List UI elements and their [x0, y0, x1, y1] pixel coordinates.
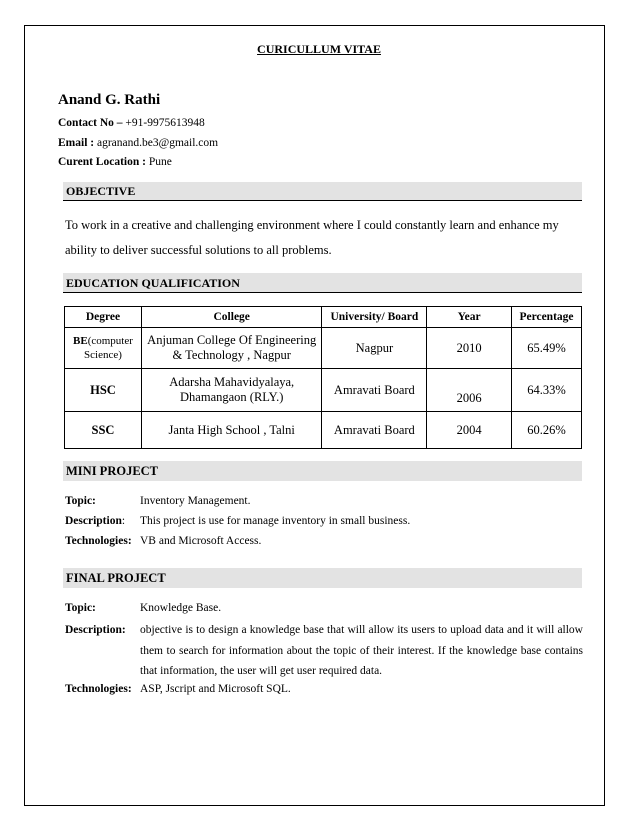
final-topic-label: Topic:: [65, 602, 96, 614]
table-row: [65, 328, 582, 369]
location-label: Curent Location :: [58, 156, 146, 168]
contact-number-label: Contact No –: [58, 117, 123, 129]
table-row: [65, 369, 582, 412]
contact-number-line: [58, 117, 205, 129]
mini-description-label-wrap: [65, 515, 125, 527]
email-line: [58, 137, 218, 149]
header-college: College: [141, 307, 322, 328]
mini-topic-value: Inventory Management.: [140, 495, 251, 507]
final-technologies-value: ASP, Jscript and Microsoft SQL.: [140, 683, 291, 695]
mini-topic-label: Topic:: [65, 495, 96, 507]
board-cell: Amravati Board: [322, 412, 427, 449]
degree-rest: (computer Science): [84, 335, 133, 361]
final-project-heading: FINAL PROJECT: [63, 568, 582, 588]
contact-number-value: +91-9975613948: [125, 117, 205, 129]
objective-text: To work in a creative and challenging environment where I could constantly learn and enhance my ability to deliver successful solutions to all problems.: [65, 218, 559, 257]
header-board: University/ Board: [322, 307, 427, 328]
table-header-row: [65, 307, 582, 328]
mini-description-label: Description: [65, 515, 122, 527]
mini-technologies-value: VB and Microsoft Access.: [140, 535, 262, 547]
email-label: Email :: [58, 137, 95, 149]
email-value: agranand.be3@gmail.com: [96, 137, 219, 149]
mini-project-heading: MINI PROJECT: [63, 461, 582, 481]
year-cell: 2006: [427, 369, 512, 412]
education-heading: EDUCATION QUALIFICATION: [63, 273, 582, 293]
candidate-name: Anand G. Rathi: [58, 92, 161, 108]
mini-description-value: This project is use for manage inventory in small business.: [140, 515, 411, 527]
college-cell: Adarsha Mahavidyalaya, Dhamangaon (RLY.): [141, 369, 322, 412]
mini-description-colon: :: [121, 515, 126, 527]
board-cell: Amravati Board: [322, 369, 427, 412]
final-description-value: objective is to design a knowledge base that will allow its users to upload data and it will allow them to search for information about the topic of their interest. If the knowledge base contains that information, the user will get user required data.: [140, 624, 583, 677]
percentage-cell: 64.33%: [512, 369, 582, 412]
degree-cell: [65, 369, 142, 412]
degree-bold: HSC: [90, 382, 116, 397]
document-title: CURICULLUM VITAE: [257, 42, 381, 56]
location-value: Pune: [148, 156, 172, 168]
degree-bold: SSC: [91, 422, 115, 437]
college-cell: Janta High School , Talni: [141, 412, 322, 449]
final-description-label: Description:: [65, 624, 126, 636]
header-percentage: Percentage: [512, 307, 582, 328]
board-cell: Nagpur: [322, 328, 427, 369]
degree-bold: BE: [73, 335, 88, 347]
degree-cell: [65, 412, 142, 449]
percentage-cell: 65.49%: [512, 328, 582, 369]
header-year: Year: [427, 307, 512, 328]
college-cell: Anjuman College Of Engineering & Technology , Nagpur: [141, 328, 322, 369]
table-row: [65, 412, 582, 449]
percentage-cell: 60.26%: [512, 412, 582, 449]
mini-technologies-label: Technologies:: [65, 535, 132, 547]
education-table: [64, 306, 582, 449]
year-cell: 2004: [427, 412, 512, 449]
final-technologies-label: Technologies:: [65, 683, 132, 695]
header-degree: Degree: [65, 307, 142, 328]
final-topic-value: Knowledge Base.: [140, 602, 222, 614]
location-line: [58, 156, 172, 168]
objective-heading: OBJECTIVE: [63, 182, 582, 201]
degree-cell: [65, 328, 142, 369]
year-cell: 2010: [427, 328, 512, 369]
